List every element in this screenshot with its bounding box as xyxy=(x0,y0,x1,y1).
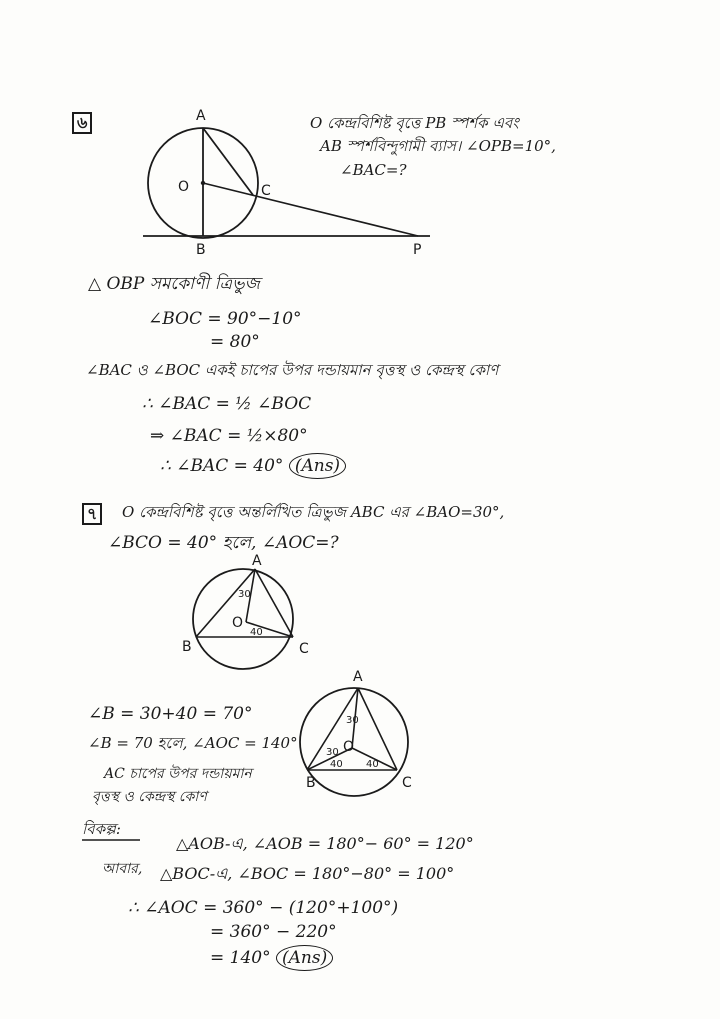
p1-solution-line-3: = 80° xyxy=(210,332,260,352)
fig3-angle-b40: 40 xyxy=(330,759,343,770)
p2-solution-line-5: △AOB-এ, ∠AOB = 180°− 60° = 120° xyxy=(176,834,474,853)
p2-alt-heading: বিকল্প: xyxy=(82,820,121,838)
fig3-angle-b30: 30 xyxy=(326,747,339,758)
problem-1-statement-line-3: ∠BAC=? xyxy=(340,161,407,179)
fig2-label-b: B xyxy=(182,639,192,655)
problem-2-number: ৭ xyxy=(82,503,102,525)
p1-solution-line-4: ∠BAC ও ∠BOC একই চাপের উপর দন্ডায়মান বৃত্তস্থ ও কেন্দ্রস্থ কোণ xyxy=(86,361,499,379)
fig2-label-a: A xyxy=(252,553,262,569)
p2-solution-line-6: △BOC-এ, ∠BOC = 180°−80° = 100° xyxy=(160,864,455,883)
fig1-label-p: P xyxy=(413,242,422,258)
fig2-label-c: C xyxy=(299,641,309,657)
fig3-angle-a30: 30 xyxy=(346,715,359,726)
fig3-label-c: C xyxy=(402,775,412,791)
problem-2-statement-line-2: ∠BCO = 40° হলে, ∠AOC=? xyxy=(108,533,339,553)
problem-1-number: ৬ xyxy=(72,112,92,134)
fig2-label-o: O xyxy=(232,615,244,631)
p1-solution-line-5: ∴ ∠BAC = ½ ∠BOC xyxy=(142,394,312,414)
fig3-label-a: A xyxy=(353,669,363,685)
fig1-label-o: O xyxy=(178,179,190,195)
fig2-angle-40: 40 xyxy=(250,627,263,638)
fig2-side-ab xyxy=(196,569,255,637)
p2-solution-line-2: ∠B = 70 হলে, ∠AOC = 140° xyxy=(88,734,298,752)
p2-solution-line-9 xyxy=(210,950,333,967)
fig3-label-b: B xyxy=(306,775,316,791)
problem-1-statement-line-2: AB স্পর্শবিন্দুগামী ব্যাস। ∠OPB=10°, xyxy=(320,137,556,155)
p1-solution-line-2: ∠BOC = 90°−10° xyxy=(148,309,302,329)
p1-solution-line-1: △ OBP সমকোণী ত্রিভুজ xyxy=(88,274,260,294)
fig1-label-a: A xyxy=(196,108,206,124)
fig1-label-b: B xyxy=(196,242,206,258)
p2-solution-line-7: ∴ ∠AOC = 360° − (120°+100°) xyxy=(128,898,399,918)
p1-final-answer: ∴ ∠BAC = 40° xyxy=(160,456,284,476)
fig1-center-dot xyxy=(201,181,205,185)
p1-answer-tag: (Ans) xyxy=(289,453,346,479)
fig3-side-ac xyxy=(358,688,397,770)
fig2-angle-30: 30 xyxy=(238,589,251,600)
problem-1-statement-line-1: O কেন্দ্রবিশিষ্ট বৃত্তে PB স্পর্শক এবং xyxy=(310,114,519,132)
p2-answer-tag: (Ans) xyxy=(276,945,333,971)
p2-final-answer: = 140° xyxy=(210,948,271,968)
fig3-angle-c40: 40 xyxy=(366,759,379,770)
problem-2-statement-line-1: O কেন্দ্রবিশিষ্ট বৃত্তে অন্তর্লিখিত ত্রিভুজ ABC এর ∠BAO=30°, xyxy=(122,503,505,521)
fig1-label-c: C xyxy=(261,183,271,199)
p2-solution-line-4: বৃত্তস্থ ও কেন্দ্রস্থ কোণ xyxy=(92,789,207,805)
p2-solution-line-8: = 360° − 220° xyxy=(210,922,337,942)
p1-solution-line-6: ⇒ ∠BAC = ½×80° xyxy=(150,426,308,446)
p2-solution-line-3: AC চাপের উপর দন্ডায়মান xyxy=(104,766,252,782)
fig3-label-o: O xyxy=(343,739,355,755)
p1-solution-line-7 xyxy=(160,458,346,475)
p2-solution-line-1: ∠B = 30+40 = 70° xyxy=(88,704,253,724)
p2-solution-line-6-prefix: আবার, xyxy=(102,861,143,877)
